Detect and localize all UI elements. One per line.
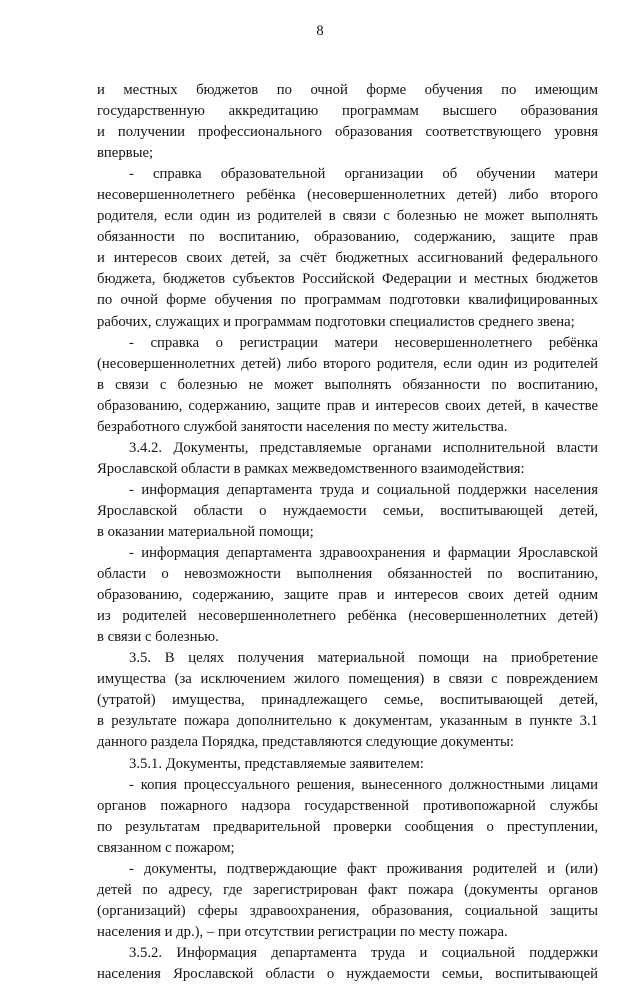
- text-line: 3.4.2. Документы, представляемые органами исполнительной власти: [129, 439, 598, 456]
- text-line: связанном с пожаром;: [97, 839, 235, 856]
- text-line: образованию, содержанию, защите прав и интересов своих детей, в качестве: [97, 397, 598, 414]
- text-line: обязанности по воспитанию, образованию, содержанию, защите прав: [97, 229, 598, 246]
- text-line: бюджета, бюджетов субъектов Российской Федерации и местных бюджетов: [97, 271, 598, 288]
- text-line: данного раздела Порядка, представляются следующие документы:: [97, 734, 514, 751]
- text-line: (организаций) сферы здравоохранения, образования, социальной защиты: [97, 902, 598, 919]
- paragraph: [97, 775, 598, 859]
- text-line: - информация департамента труда и социальной поддержки населения: [129, 481, 598, 498]
- text-line: - копия процессуального решения, вынесенного должностными лицами: [129, 776, 598, 793]
- paragraph: [97, 164, 598, 332]
- paragraph: [97, 480, 598, 543]
- text-line: впервые;: [97, 145, 154, 162]
- paragraph: [97, 859, 598, 943]
- text-line: по очной форме обучения по программам подготовки квалифицированных: [97, 292, 598, 309]
- text-line: органов пожарного надзора государственной противопожарной службы: [97, 797, 598, 814]
- text-line: - документы, подтверждающие факт проживания родителей и (или): [129, 860, 598, 877]
- text-line: в связи с болезнью не может выполнять обязанности по воспитанию,: [97, 376, 598, 393]
- text-line: рабочих, служащих и программам подготовки специалистов среднего звена;: [97, 313, 575, 330]
- text-line: 3.5.2. Информация департамента труда и социальной поддержки: [129, 944, 598, 961]
- paragraph: [97, 754, 598, 775]
- text-line: образованию, содержанию, защите прав и интересов своих детей одним: [97, 587, 598, 604]
- text-line: Ярославской области в рамках межведомственного взаимодействия:: [97, 460, 525, 477]
- text-line: государственную аккредитацию программам высшего образования: [97, 103, 598, 120]
- text-line: по результатам предварительной проверки сообщения о преступлении,: [97, 818, 598, 835]
- paragraph: [97, 648, 598, 753]
- text-line: 3.5.1. Документы, представляемые заявителем:: [129, 755, 424, 772]
- paragraph: [97, 943, 598, 985]
- text-line: и интересов своих детей, за счёт бюджетных ассигнований федерального: [97, 250, 598, 267]
- text-line: (утратой) имущества, принадлежащего семье, воспитывающей детей,: [97, 692, 598, 709]
- text-line: области о невозможности выполнения обязанностей по воспитанию,: [97, 566, 598, 583]
- text-line: 3.5. В целях получения материальной помощи на приобретение: [129, 650, 598, 667]
- text-line: и местных бюджетов по очной форме обучения по имеющим: [97, 82, 598, 98]
- text-line: в результате пожара дополнительно к документам, указанным в пункте 3.1: [97, 713, 598, 730]
- paragraph: [97, 543, 598, 648]
- body-text: [97, 80, 598, 985]
- text-line: имущества (за исключением жилого помещения) в связи с повреждением: [97, 671, 598, 688]
- text-line: несовершеннолетнего ребёнка (несовершеннолетних детей) либо второго: [97, 187, 598, 204]
- text-line: - информация департамента здравоохранения и фармации Ярославской: [129, 545, 598, 562]
- paragraph: [97, 80, 598, 164]
- text-line: Ярославской области о нуждаемости семьи, воспитывающей детей,: [97, 502, 598, 519]
- text-line: населения Ярославской области о нуждаемости семьи, воспитывающей: [97, 965, 598, 982]
- text-line: населения и др.), – при отсутствии регистрации по месту пожара.: [97, 923, 508, 940]
- text-line: - справка образовательной организации об обучении матери: [129, 166, 598, 183]
- text-line: (несовершеннолетних детей) либо второго родителя, если один из родителей: [97, 355, 598, 372]
- text-line: детей по адресу, где зарегистрирован факт пожара (документы органов: [97, 881, 598, 898]
- text-line: и получении профессионального образования соответствующего уровня: [97, 124, 598, 141]
- text-line: родителя, если один из родителей в связи с болезнью не может выполнять: [97, 208, 598, 225]
- text-line: в связи с болезнью.: [97, 629, 219, 646]
- paragraph: [97, 438, 598, 480]
- text-line: - справка о регистрации матери несовершеннолетнего ребёнка: [129, 334, 598, 351]
- page-number: 8: [316, 23, 324, 39]
- paragraph: [97, 333, 598, 438]
- text-line: безработного службой занятости населения по месту жительства.: [97, 418, 508, 435]
- text-line: в оказании материальной помощи;: [97, 523, 314, 540]
- text-line: из родителей несовершеннолетнего ребёнка (несовершеннолетних детей): [97, 608, 598, 625]
